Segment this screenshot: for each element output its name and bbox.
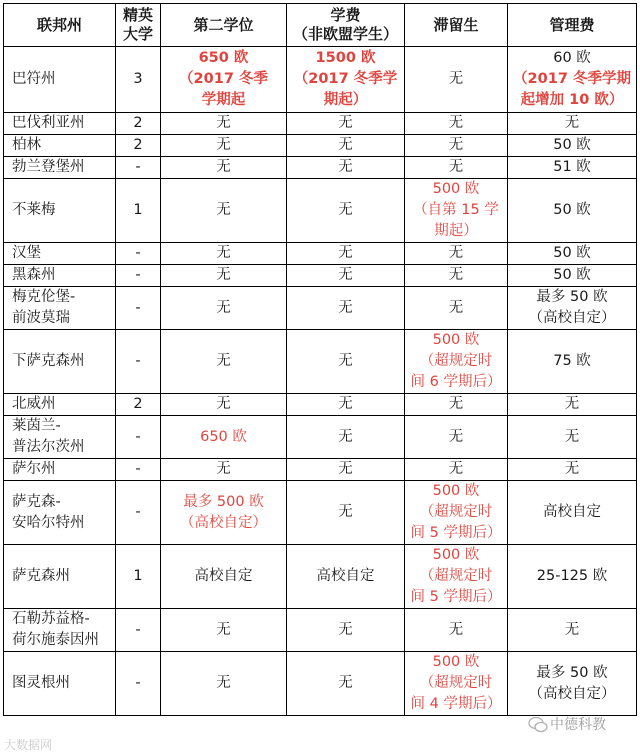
second-degree-cell: 无 bbox=[161, 265, 287, 287]
long-term-cell: 无 bbox=[405, 265, 508, 287]
watermark-right-text: 中德科教 bbox=[550, 717, 606, 733]
tuition-cell: 无 bbox=[287, 265, 405, 287]
table-row bbox=[4, 135, 637, 157]
state-cell: 勃兰登堡州 bbox=[4, 157, 116, 179]
state-cell: 梅克伦堡- 前波莫瑞 bbox=[4, 287, 116, 330]
watermark-left-text: 大数据网 bbox=[4, 738, 53, 752]
state-cell: 图灵根州 bbox=[4, 652, 116, 716]
long-term-cell: 无 bbox=[405, 287, 508, 330]
table-row bbox=[4, 113, 637, 135]
elite-cell: - bbox=[116, 287, 161, 330]
header-admin-fee: 管理费 bbox=[508, 4, 637, 47]
elite-cell: - bbox=[116, 243, 161, 265]
long-term-cell: 500 欧 （超规定时 间 5 学期后） bbox=[405, 545, 508, 609]
watermark-left bbox=[4, 736, 52, 753]
long-term-cell: 500 欧 （自第 15 学 期起） bbox=[405, 179, 508, 243]
header-row bbox=[4, 4, 637, 47]
admin-fee-cell: 无 bbox=[508, 609, 637, 652]
state-cell: 巴符州 bbox=[4, 47, 116, 113]
admin-fee-cell: 51 欧 bbox=[508, 157, 637, 179]
header-tuition: 学费 （非欧盟学生） bbox=[287, 4, 405, 47]
table-row bbox=[4, 179, 637, 243]
tuition-cell: 无 bbox=[287, 287, 405, 330]
table-row bbox=[4, 265, 637, 287]
table-row bbox=[4, 459, 637, 481]
table-row bbox=[4, 157, 637, 179]
long-term-cell: 无 bbox=[405, 135, 508, 157]
elite-cell: - bbox=[116, 459, 161, 481]
tuition-cell: 无 bbox=[287, 243, 405, 265]
long-term-cell: 500 欧 （超规定时 间 5 学期后） bbox=[405, 481, 508, 545]
second-degree-cell: 无 bbox=[161, 459, 287, 481]
second-degree-cell: 无 bbox=[161, 287, 287, 330]
state-cell: 不莱梅 bbox=[4, 179, 116, 243]
elite-cell: 1 bbox=[116, 179, 161, 243]
tuition-cell: 无 bbox=[287, 394, 405, 416]
long-term-cell: 500 欧 （超规定时 间 4 学期后） bbox=[405, 652, 508, 716]
tuition-cell: 无 bbox=[287, 330, 405, 394]
state-cell: 汉堡 bbox=[4, 243, 116, 265]
second-degree-cell: 无 bbox=[161, 113, 287, 135]
tuition-cell: 无 bbox=[287, 652, 405, 716]
tuition-cell: 无 bbox=[287, 416, 405, 459]
long-term-cell: 无 bbox=[405, 113, 508, 135]
second-degree-cell: 无 bbox=[161, 394, 287, 416]
long-term-cell: 无 bbox=[405, 157, 508, 179]
elite-cell: - bbox=[116, 416, 161, 459]
admin-fee-cell: 无 bbox=[508, 416, 637, 459]
second-degree-cell: 最多 500 欧 （高校自定） bbox=[161, 481, 287, 545]
table-row bbox=[4, 47, 637, 113]
admin-fee-note: （2017 冬季学期 起增加 10 欧） bbox=[513, 71, 631, 108]
admin-fee-cell: 高校自定 bbox=[508, 481, 637, 545]
table-row bbox=[4, 652, 637, 716]
admin-fee-cell: 50 欧 bbox=[508, 135, 637, 157]
tuition-cell: 无 bbox=[287, 157, 405, 179]
elite-cell: - bbox=[116, 609, 161, 652]
admin-fee-cell: 无 bbox=[508, 113, 637, 135]
table-row bbox=[4, 243, 637, 265]
table-row bbox=[4, 394, 637, 416]
second-degree-cell: 无 bbox=[161, 179, 287, 243]
table-row bbox=[4, 330, 637, 394]
second-degree-cell: 无 bbox=[161, 330, 287, 394]
admin-fee-cell: 50 欧 bbox=[508, 179, 637, 243]
elite-cell: - bbox=[116, 652, 161, 716]
header-long-term: 滞留生 bbox=[405, 4, 508, 47]
table-row bbox=[4, 545, 637, 609]
second-degree-cell: 无 bbox=[161, 652, 287, 716]
admin-fee-cell bbox=[508, 47, 637, 113]
elite-cell: 2 bbox=[116, 113, 161, 135]
long-term-cell: 无 bbox=[405, 416, 508, 459]
state-cell: 柏林 bbox=[4, 135, 116, 157]
admin-fee-value: 60 欧 bbox=[553, 50, 591, 66]
elite-cell: 3 bbox=[116, 47, 161, 113]
state-cell: 萨克森- 安哈尔特州 bbox=[4, 481, 116, 545]
second-degree-cell: 无 bbox=[161, 243, 287, 265]
elite-cell: - bbox=[116, 330, 161, 394]
tuition-cell: 无 bbox=[287, 113, 405, 135]
long-term-cell: 无 bbox=[405, 459, 508, 481]
long-term-cell: 无 bbox=[405, 47, 508, 113]
elite-cell: - bbox=[116, 157, 161, 179]
wechat-icon bbox=[528, 716, 548, 734]
elite-cell: 1 bbox=[116, 545, 161, 609]
state-cell: 巴伐利亚州 bbox=[4, 113, 116, 135]
admin-fee-cell: 50 欧 bbox=[508, 243, 637, 265]
admin-fee-cell: 50 欧 bbox=[508, 265, 637, 287]
table-row bbox=[4, 609, 637, 652]
tuition-cell: 无 bbox=[287, 459, 405, 481]
tuition-cell: 1500 欧 （2017 冬季学 期起） bbox=[287, 47, 405, 113]
second-degree-cell: 650 欧 bbox=[161, 416, 287, 459]
elite-cell: 2 bbox=[116, 394, 161, 416]
state-cell: 萨克森州 bbox=[4, 545, 116, 609]
header-second-degree: 第二学位 bbox=[161, 4, 287, 47]
tuition-cell: 无 bbox=[287, 179, 405, 243]
admin-fee-cell: 最多 50 欧 （高校自定） bbox=[508, 287, 637, 330]
state-cell: 下萨克森州 bbox=[4, 330, 116, 394]
second-degree-cell: 高校自定 bbox=[161, 545, 287, 609]
elite-cell: 2 bbox=[116, 135, 161, 157]
tuition-cell: 无 bbox=[287, 609, 405, 652]
elite-cell: - bbox=[116, 481, 161, 545]
tuition-cell: 无 bbox=[287, 481, 405, 545]
long-term-cell: 无 bbox=[405, 243, 508, 265]
second-degree-cell: 无 bbox=[161, 157, 287, 179]
state-cell: 萨尔州 bbox=[4, 459, 116, 481]
elite-cell: - bbox=[116, 265, 161, 287]
admin-fee-cell: 75 欧 bbox=[508, 330, 637, 394]
header-elite: 精英 大学 bbox=[116, 4, 161, 47]
admin-fee-cell: 无 bbox=[508, 394, 637, 416]
long-term-cell: 无 bbox=[405, 394, 508, 416]
second-degree-cell: 650 欧 （2017 冬季 学期起 bbox=[161, 47, 287, 113]
long-term-cell: 无 bbox=[405, 609, 508, 652]
tuition-cell: 高校自定 bbox=[287, 545, 405, 609]
admin-fee-cell: 最多 50 欧 （高校自定） bbox=[508, 652, 637, 716]
state-cell: 石勒苏益格- 荷尔施泰因州 bbox=[4, 609, 116, 652]
second-degree-cell: 无 bbox=[161, 135, 287, 157]
admin-fee-cell: 25-125 欧 bbox=[508, 545, 637, 609]
second-degree-cell: 无 bbox=[161, 609, 287, 652]
tuition-cell: 无 bbox=[287, 135, 405, 157]
long-term-cell: 500 欧 （超规定时 间 6 学期后） bbox=[405, 330, 508, 394]
admin-fee-cell: 无 bbox=[508, 459, 637, 481]
header-state: 联邦州 bbox=[4, 4, 116, 47]
fees-table bbox=[3, 3, 637, 716]
state-cell: 黑森州 bbox=[4, 265, 116, 287]
state-cell: 北威州 bbox=[4, 394, 116, 416]
table-row bbox=[4, 416, 637, 459]
watermark-right bbox=[528, 712, 640, 736]
table-row bbox=[4, 287, 637, 330]
state-cell: 莱茵兰- 普法尔茨州 bbox=[4, 416, 116, 459]
table-row bbox=[4, 481, 637, 545]
